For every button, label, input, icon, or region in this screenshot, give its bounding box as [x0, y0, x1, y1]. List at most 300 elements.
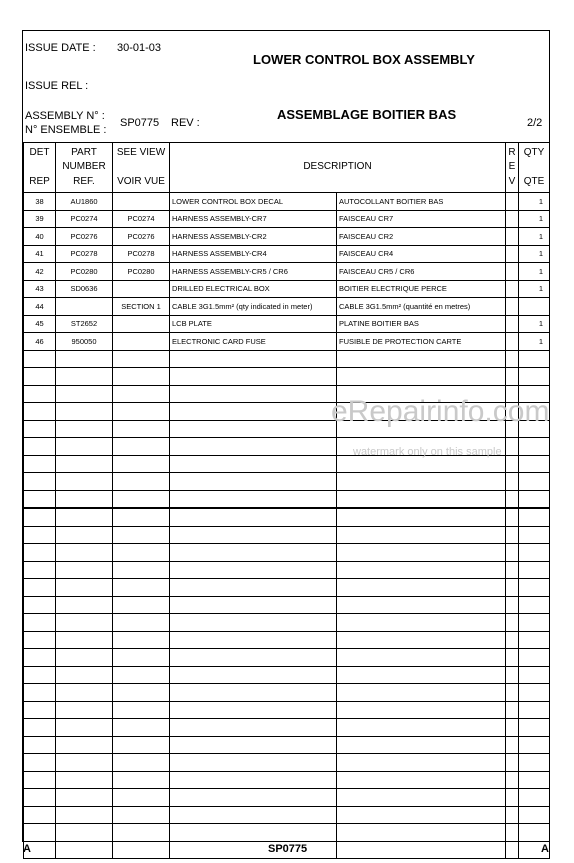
ensemble-label: N° ENSEMBLE :: [25, 124, 107, 136]
cell-desc-en: [170, 526, 337, 544]
cell-qty: [519, 736, 550, 754]
cell-desc-fr: [337, 579, 506, 597]
watermark-site: eRepairinfo.com: [331, 395, 550, 428]
cell-det: 39: [24, 210, 56, 228]
cell-desc-fr: [337, 596, 506, 614]
table-row: [24, 824, 550, 842]
cell-rev: [506, 789, 519, 807]
cell-part: [56, 649, 113, 667]
table-row: [24, 666, 550, 684]
cell-desc-fr: [337, 649, 506, 667]
table-row: [24, 561, 550, 579]
cell-desc-fr: [337, 719, 506, 737]
cell-rev: [506, 263, 519, 281]
cell-desc-fr: [337, 508, 506, 526]
cell-desc-fr: [337, 631, 506, 649]
cell-rev: [506, 841, 519, 859]
cell-view: [113, 789, 170, 807]
table-row: [24, 614, 550, 632]
table-row: [24, 193, 550, 211]
cell-desc-en: [170, 719, 337, 737]
cell-view: [113, 333, 170, 351]
table-row: [24, 631, 550, 649]
cell-view: [113, 631, 170, 649]
cell-qty: 1: [519, 263, 550, 281]
cell-part: [56, 701, 113, 719]
cell-desc-en: [170, 771, 337, 789]
cell-part: [56, 561, 113, 579]
cell-qty: [519, 438, 550, 456]
cell-part: [56, 438, 113, 456]
cell-desc-en: [170, 420, 337, 438]
cell-desc-fr: [337, 561, 506, 579]
cell-part: PC0280: [56, 263, 113, 281]
table-row: [24, 298, 550, 316]
cell-desc-en: [170, 438, 337, 456]
cell-part: [56, 789, 113, 807]
cell-qty: 1: [519, 315, 550, 333]
footer-assembly-number: SP0775: [268, 843, 308, 855]
cell-desc-en: [170, 789, 337, 807]
cell-view: [113, 193, 170, 211]
cell-desc-fr: [337, 544, 506, 562]
cell-rev: [506, 298, 519, 316]
cell-qty: [519, 473, 550, 491]
cell-part: [56, 403, 113, 421]
table-row: [24, 280, 550, 298]
cell-view: [113, 403, 170, 421]
cell-det: [24, 631, 56, 649]
cell-desc-fr: [337, 473, 506, 491]
footer-left-rev: A: [23, 843, 31, 855]
cell-det: [24, 806, 56, 824]
cell-view: [113, 806, 170, 824]
title-french: ASSEMBLAGE BOITIER BAS: [277, 107, 457, 122]
cell-view: [113, 614, 170, 632]
table-row: [24, 719, 550, 737]
cell-qty: [519, 526, 550, 544]
cell-part: [56, 455, 113, 473]
table-row: [24, 579, 550, 597]
cell-view: [113, 596, 170, 614]
cell-desc-fr: [337, 350, 506, 368]
cell-view: [113, 438, 170, 456]
parts-table: [23, 142, 550, 859]
cell-qty: 1: [519, 333, 550, 351]
table-row: [24, 210, 550, 228]
table-row: [24, 526, 550, 544]
cell-qty: [519, 596, 550, 614]
cell-qty: [519, 824, 550, 842]
cell-desc-en: [170, 736, 337, 754]
table-row: [24, 736, 550, 754]
cell-part: ST2652: [56, 315, 113, 333]
cell-det: [24, 490, 56, 508]
table-row: [24, 806, 550, 824]
cell-rev: [506, 824, 519, 842]
cell-qty: [519, 649, 550, 667]
cell-det: [24, 684, 56, 702]
cell-desc-fr: AUTOCOLLANT BOITIER BAS: [337, 193, 506, 211]
cell-part: [56, 544, 113, 562]
cell-rev: [506, 701, 519, 719]
cell-desc-en: [170, 666, 337, 684]
cell-qty: [519, 701, 550, 719]
cell-rev: [506, 684, 519, 702]
table-row: [24, 508, 550, 526]
cell-rev: [506, 596, 519, 614]
cell-rev: [506, 806, 519, 824]
cell-det: [24, 596, 56, 614]
cell-rev: [506, 490, 519, 508]
issue-date-label: ISSUE DATE :: [25, 42, 96, 54]
cell-view: PC0278: [113, 245, 170, 263]
cell-view: [113, 368, 170, 386]
cell-desc-en: [170, 385, 337, 403]
table-header: [24, 143, 550, 193]
cell-desc-fr: [337, 789, 506, 807]
cell-desc-en: ELECTRONIC CARD FUSE: [170, 333, 337, 351]
cell-qty: [519, 614, 550, 632]
cell-part: [56, 420, 113, 438]
cell-desc-fr: [337, 666, 506, 684]
cell-det: [24, 455, 56, 473]
cell-part: AU1860: [56, 193, 113, 211]
cell-rev: [506, 614, 519, 632]
cell-desc-fr: BOITIER ELECTRIQUE PERCE: [337, 280, 506, 298]
issue-date-value: 30-01-03: [117, 42, 162, 54]
cell-det: 40: [24, 228, 56, 246]
cell-view: [113, 649, 170, 667]
cell-det: [24, 754, 56, 772]
cell-view: [113, 701, 170, 719]
cell-qty: 1: [519, 210, 550, 228]
cell-qty: 1: [519, 193, 550, 211]
cell-part: PC0276: [56, 228, 113, 246]
cell-rev: [506, 455, 519, 473]
cell-det: [24, 350, 56, 368]
cell-view: [113, 315, 170, 333]
cell-rev: [506, 333, 519, 351]
cell-part: [56, 350, 113, 368]
cell-view: [113, 350, 170, 368]
cell-rev: [506, 526, 519, 544]
cell-qty: [519, 631, 550, 649]
table-row: [24, 315, 550, 333]
cell-qty: [519, 455, 550, 473]
cell-rev: [506, 193, 519, 211]
table-row: [24, 228, 550, 246]
cell-det: [24, 403, 56, 421]
cell-qty: [519, 579, 550, 597]
cell-det: 45: [24, 315, 56, 333]
cell-det: 44: [24, 298, 56, 316]
cell-desc-en: LCB PLATE: [170, 315, 337, 333]
cell-rev: [506, 666, 519, 684]
cell-part: [56, 368, 113, 386]
cell-part: [56, 771, 113, 789]
cell-part: PC0274: [56, 210, 113, 228]
cell-qty: [519, 490, 550, 508]
cell-desc-fr: [337, 806, 506, 824]
cell-rev: [506, 280, 519, 298]
cell-det: [24, 385, 56, 403]
cell-det: [24, 473, 56, 491]
cell-desc-en: [170, 631, 337, 649]
cell-desc-fr: FAISCEAU CR7: [337, 210, 506, 228]
cell-part: 950050: [56, 333, 113, 351]
cell-qty: [519, 298, 550, 316]
cell-det: [24, 614, 56, 632]
col-rev-header: R E V: [506, 143, 519, 193]
cell-view: [113, 666, 170, 684]
cell-det: [24, 561, 56, 579]
cell-desc-en: DRILLED ELECTRICAL BOX: [170, 280, 337, 298]
cell-det: 38: [24, 193, 56, 211]
assembly-label: ASSEMBLY N° :: [25, 110, 105, 122]
cell-det: [24, 649, 56, 667]
cell-qty: [519, 561, 550, 579]
rev-label: REV :: [171, 117, 200, 129]
table-row: [24, 333, 550, 351]
table-row: [24, 754, 550, 772]
cell-view: [113, 508, 170, 526]
cell-det: [24, 701, 56, 719]
cell-view: [113, 561, 170, 579]
cell-desc-fr: [337, 614, 506, 632]
cell-part: [56, 490, 113, 508]
cell-desc-en: [170, 684, 337, 702]
cell-desc-en: [170, 596, 337, 614]
table-row: [24, 350, 550, 368]
cell-part: [56, 385, 113, 403]
col-description-header: DESCRIPTION: [170, 143, 506, 193]
cell-qty: [519, 754, 550, 772]
cell-desc-fr: [337, 701, 506, 719]
table-row: [24, 490, 550, 508]
table-row: [24, 701, 550, 719]
cell-desc-fr: [337, 841, 506, 859]
cell-rev: [506, 649, 519, 667]
cell-desc-fr: PLATINE BOITIER BAS: [337, 315, 506, 333]
cell-qty: [519, 719, 550, 737]
cell-rev: [506, 579, 519, 597]
cell-desc-fr: [337, 736, 506, 754]
cell-det: [24, 736, 56, 754]
cell-desc-fr: [337, 490, 506, 508]
cell-desc-en: [170, 806, 337, 824]
cell-desc-en: HARNESS ASSEMBLY-CR5 / CR6: [170, 263, 337, 281]
cell-det: [24, 438, 56, 456]
cell-det: [24, 508, 56, 526]
cell-desc-en: LOWER CONTROL BOX DECAL: [170, 193, 337, 211]
cell-desc-fr: FAISCEAU CR5 / CR6: [337, 263, 506, 281]
cell-view: [113, 754, 170, 772]
cell-part: [56, 754, 113, 772]
cell-view: [113, 544, 170, 562]
cell-part: [56, 579, 113, 597]
cell-qty: [519, 544, 550, 562]
cell-det: [24, 771, 56, 789]
cell-det: 41: [24, 245, 56, 263]
table-row: [24, 263, 550, 281]
cell-rev: [506, 561, 519, 579]
cell-rev: [506, 508, 519, 526]
col-qty-header: QTY QTE: [519, 143, 550, 193]
cell-view: [113, 490, 170, 508]
cell-rev: [506, 544, 519, 562]
cell-rev: [506, 771, 519, 789]
cell-part: [56, 824, 113, 842]
cell-part: [56, 473, 113, 491]
cell-det: [24, 526, 56, 544]
table-row: [24, 245, 550, 263]
cell-view: [113, 719, 170, 737]
cell-qty: [519, 350, 550, 368]
cell-desc-en: CABLE 3G1.5mm² (qty indicated in meter): [170, 298, 337, 316]
cell-qty: 1: [519, 280, 550, 298]
cell-desc-en: [170, 649, 337, 667]
cell-det: 42: [24, 263, 56, 281]
cell-part: [56, 508, 113, 526]
cell-desc-en: [170, 614, 337, 632]
cell-rev: [506, 228, 519, 246]
cell-desc-en: [170, 579, 337, 597]
cell-rev: [506, 350, 519, 368]
cell-qty: 1: [519, 228, 550, 246]
cell-view: PC0280: [113, 263, 170, 281]
cell-view: [113, 526, 170, 544]
cell-part: [56, 614, 113, 632]
cell-part: PC0278: [56, 245, 113, 263]
table-row: [24, 473, 550, 491]
cell-desc-en: [170, 701, 337, 719]
cell-desc-en: [170, 473, 337, 491]
cell-desc-en: HARNESS ASSEMBLY-CR2: [170, 228, 337, 246]
cell-desc-en: [170, 508, 337, 526]
cell-part: [56, 806, 113, 824]
table-row: [24, 649, 550, 667]
cell-qty: [519, 508, 550, 526]
table-row: [24, 544, 550, 562]
cell-desc-en: [170, 544, 337, 562]
cell-det: [24, 368, 56, 386]
cell-view: [113, 455, 170, 473]
cell-desc-fr: CABLE 3G1.5mm² (quantité en metres): [337, 298, 506, 316]
cell-desc-en: [170, 841, 337, 859]
cell-qty: 1: [519, 245, 550, 263]
cell-desc-fr: [337, 771, 506, 789]
cell-rev: [506, 719, 519, 737]
cell-det: [24, 666, 56, 684]
cell-desc-en: [170, 455, 337, 473]
cell-desc-en: HARNESS ASSEMBLY-CR4: [170, 245, 337, 263]
cell-desc-en: HARNESS ASSEMBLY-CR7: [170, 210, 337, 228]
cell-part: [56, 526, 113, 544]
cell-desc-en: [170, 824, 337, 842]
col-view-header: SEE VIEW VOIR VUE: [113, 143, 170, 193]
cell-desc-fr: [337, 754, 506, 772]
cell-qty: [519, 368, 550, 386]
cell-view: PC0274: [113, 210, 170, 228]
cell-qty: [519, 666, 550, 684]
cell-part: [56, 684, 113, 702]
watermark-note: watermark only on this sample: [353, 446, 502, 458]
cell-desc-en: [170, 754, 337, 772]
cell-qty: [519, 806, 550, 824]
cell-rev: [506, 210, 519, 228]
cell-view: [113, 579, 170, 597]
cell-view: [113, 473, 170, 491]
cell-desc-fr: FUSIBLE DE PROTECTION CARTE: [337, 333, 506, 351]
cell-view: SECTION 1: [113, 298, 170, 316]
footer-right-rev: A: [541, 843, 549, 855]
table-row: [24, 368, 550, 386]
cell-view: [113, 824, 170, 842]
cell-rev: [506, 754, 519, 772]
cell-desc-fr: FAISCEAU CR4: [337, 245, 506, 263]
cell-view: [113, 841, 170, 859]
cell-desc-fr: [337, 684, 506, 702]
col-det-header: DET REP: [24, 143, 56, 193]
cell-part: [56, 841, 113, 859]
table-row: [24, 596, 550, 614]
table-row: [24, 789, 550, 807]
assembly-number: SP0775: [120, 117, 160, 129]
cell-desc-en: [170, 350, 337, 368]
cell-view: [113, 280, 170, 298]
title-english: LOWER CONTROL BOX ASSEMBLY: [253, 52, 475, 67]
cell-rev: [506, 631, 519, 649]
cell-desc-fr: [337, 526, 506, 544]
cell-view: [113, 420, 170, 438]
cell-desc-en: [170, 561, 337, 579]
cell-view: [113, 684, 170, 702]
cell-desc-en: [170, 368, 337, 386]
cell-det: [24, 719, 56, 737]
cell-desc-fr: [337, 824, 506, 842]
cell-part: [56, 719, 113, 737]
cell-rev: [506, 438, 519, 456]
cell-rev: [506, 315, 519, 333]
issue-rel-label: ISSUE REL :: [25, 80, 89, 92]
table-row: [24, 771, 550, 789]
cell-qty: [519, 789, 550, 807]
cell-part: [56, 666, 113, 684]
cell-rev: [506, 473, 519, 491]
cell-det: 43: [24, 280, 56, 298]
cell-part: SD0636: [56, 280, 113, 298]
cell-det: [24, 789, 56, 807]
cell-part: [56, 631, 113, 649]
cell-rev: [506, 736, 519, 754]
cell-view: [113, 771, 170, 789]
cell-qty: [519, 771, 550, 789]
cell-qty: [519, 684, 550, 702]
cell-desc-en: [170, 490, 337, 508]
cell-view: PC0276: [113, 228, 170, 246]
table-row: [24, 684, 550, 702]
cell-desc-fr: [337, 368, 506, 386]
cell-part: [56, 298, 113, 316]
cell-part: [56, 596, 113, 614]
cell-det: [24, 544, 56, 562]
col-part-header: PART NUMBER REF.: [56, 143, 113, 193]
cell-rev: [506, 368, 519, 386]
cell-view: [113, 385, 170, 403]
cell-rev: [506, 245, 519, 263]
page-number: 2/2: [527, 117, 543, 129]
